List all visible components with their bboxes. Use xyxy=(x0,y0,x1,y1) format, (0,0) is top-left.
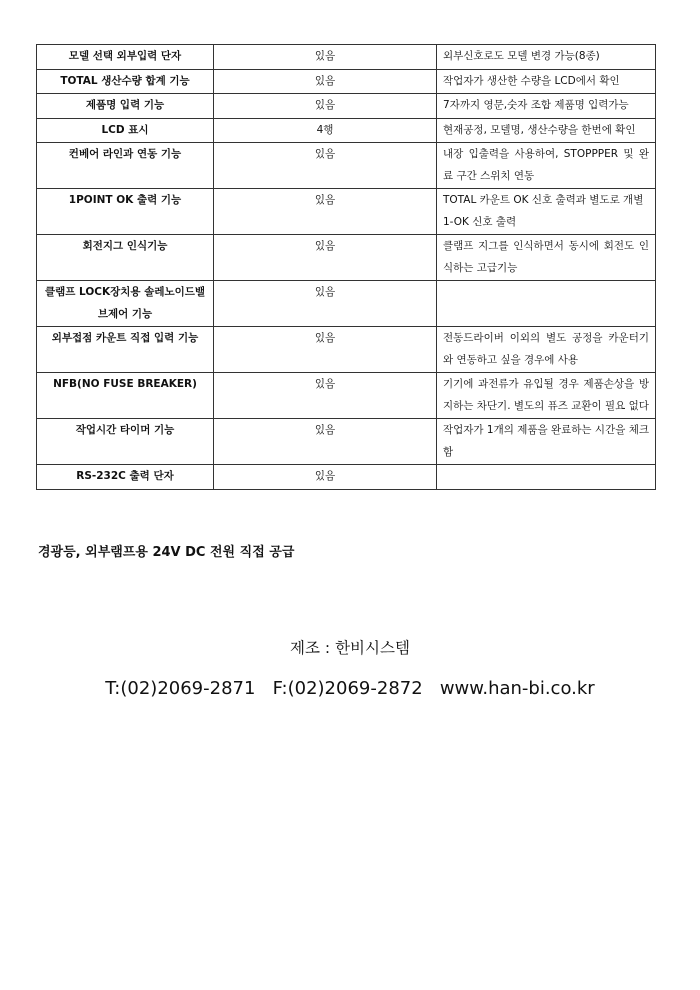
table-row xyxy=(37,118,656,143)
manufacturer: 제조 : 한비시스템 xyxy=(290,639,410,657)
table-row xyxy=(37,235,656,281)
description-line: 7자까지 영문,숫자 조합 제품명 입력가능 xyxy=(443,99,629,111)
description-cell xyxy=(437,69,656,94)
description-line: 작업자가 1개의 제품을 완료하는 시간을 체크함 xyxy=(443,424,649,458)
description-cell xyxy=(437,281,656,327)
value-cell: 4행 xyxy=(214,118,437,143)
description-cell xyxy=(437,143,656,189)
value-cell: 있음 xyxy=(214,143,437,189)
description-cell xyxy=(437,465,656,490)
table-row xyxy=(37,189,656,235)
value-cell: 있음 xyxy=(214,69,437,94)
table-row xyxy=(37,281,656,327)
value-cell: 있음 xyxy=(214,281,437,327)
description-cell xyxy=(437,373,656,419)
spec-table xyxy=(36,44,656,490)
table-row xyxy=(37,45,656,70)
feature-cell: NFB(NO FUSE BREAKER) xyxy=(37,373,214,419)
description-line: 작업자가 생산한 수량을 LCD에서 확인 xyxy=(443,74,620,87)
description-line: TOTAL 카운트 OK 신호 출력과 별도로 개별 xyxy=(443,194,644,206)
description-line: 기기에 과전류가 유입될 경우 제품손상을 방지하는 차단기. 별도의 퓨즈 교환이 필요 없다 xyxy=(443,378,649,412)
description-cell xyxy=(437,419,656,465)
description-cell xyxy=(437,327,656,373)
feature-cell: LCD 표시 xyxy=(37,118,214,143)
description-cell xyxy=(437,45,656,70)
feature-cell: 회전지그 인식기능 xyxy=(37,235,214,281)
power-note: 경광등, 외부램프용 24V DC 전원 직접 공급 xyxy=(38,545,295,560)
table-row xyxy=(37,143,656,189)
contact-info: T:(02)2069-2871 F:(02)2069-2872 www.han-bi.co.kr xyxy=(105,678,595,699)
feature-cell: TOTAL 생산수량 합계 기능 xyxy=(37,69,214,94)
feature-cell: 클램프 LOCK장치용 솔레노이드밸브제어 기능 xyxy=(37,281,214,327)
description-cell xyxy=(437,94,656,119)
description-cell xyxy=(437,118,656,143)
spec-table-body xyxy=(37,45,656,490)
table-row xyxy=(37,373,656,419)
value-cell: 있음 xyxy=(214,235,437,281)
value-cell: 있음 xyxy=(214,465,437,490)
feature-cell: 컨베어 라인과 연동 기능 xyxy=(37,143,214,189)
description-line: 1-OK 신호 출력 xyxy=(443,215,517,228)
description-cell xyxy=(437,189,656,235)
table-row xyxy=(37,327,656,373)
description-line: 전동드라이버 이외의 별도 공정을 카운터기와 연동하고 싶을 경우에 사용 xyxy=(443,332,649,366)
value-cell: 있음 xyxy=(214,327,437,373)
description-line: 내장 입출력을 사용하여, STOPPPER 및 완료 구간 스위치 연동 xyxy=(443,148,649,182)
feature-cell: 외부접점 카운트 직접 입력 기능 xyxy=(37,327,214,373)
feature-cell: 제품명 입력 기능 xyxy=(37,94,214,119)
feature-cell: 모델 선택 외부입력 단자 xyxy=(37,45,214,70)
table-row xyxy=(37,419,656,465)
table-row xyxy=(37,465,656,490)
feature-cell: RS-232C 출력 단자 xyxy=(37,465,214,490)
value-cell: 있음 xyxy=(214,189,437,235)
value-cell: 있음 xyxy=(214,419,437,465)
description-cell xyxy=(437,235,656,281)
description-line: 클램프 지그를 인식하면서 동시에 회전도 인식하는 고급기능 xyxy=(443,240,649,274)
description-line: 외부신호로도 모델 변경 가능(8종) xyxy=(443,50,600,62)
table-row xyxy=(37,69,656,94)
value-cell: 있음 xyxy=(214,94,437,119)
value-cell: 있음 xyxy=(214,45,437,70)
feature-cell: 작업시간 타이머 기능 xyxy=(37,419,214,465)
description-line: 현재공정, 모델명, 생산수량을 한번에 확인 xyxy=(443,123,636,136)
table-row xyxy=(37,94,656,119)
feature-cell: 1POINT OK 출력 기능 xyxy=(37,189,214,235)
value-cell: 있음 xyxy=(214,373,437,419)
